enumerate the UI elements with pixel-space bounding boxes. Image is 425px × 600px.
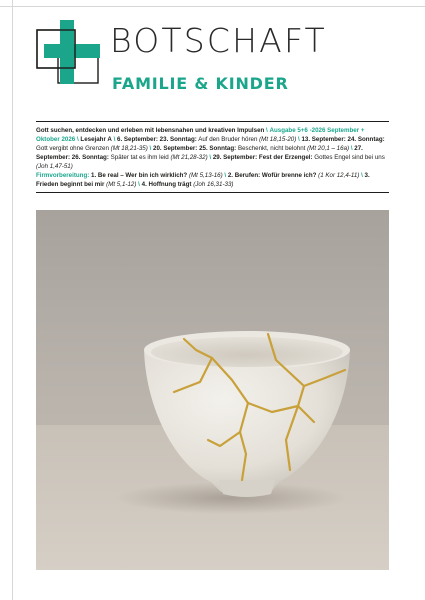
issue-info-block [36, 126, 389, 189]
sunday-title: Gott vergibt ohne Grenzen [36, 145, 109, 152]
sunday-date: 13. September: 24. Sonntag: [301, 136, 385, 143]
sunday-title: Auf den Bruder hören [198, 136, 258, 143]
page-top-rule [0, 6, 425, 7]
cover-photo [36, 210, 389, 570]
lesejahr: Lesejahr A [80, 136, 112, 143]
issue-contents-text: Gott suchen, entdecken und erleben mit lebensnahen und kreativen Impulsen \ Ausgabe 5+6 -2026 September + Oktober 2026 \ Lesejahr A \ 6. September: 23. Sonntag: Auf den Bruder hören (Mt 18,15-20) \ 13. September: 24. Sonntag: Gott vergibt ohne Grenzen (Mt 18,21-35) \ 20. September: 25. Sonntag: Beschenkt, nicht belohnt (Mt 20,1 – 16a) \ 27. September: 26. Sonntag: Später tat es ihm leid (Mt 21,28-32) \ 29. September: Fest der Erzengel: Gottes Engel sind bei uns (Joh 1,47-51) [36, 127, 385, 170]
firm-prep-text: Firmvorbereitung: 1. Be real – Wer bin ich wirklich? (Mt 5,13-16) \ 2. Berufen: Wofür brenne ich? (1 Kor 12,4-11) \ 3. Frieden beginnt bei mir (Mt 5,1-12) \ 4. Hoffnung trägt (Joh 16,31-33) [36, 172, 370, 188]
sunday-ref: (Joh 1,47-51) [36, 163, 73, 170]
sunday-ref: (Mt 18,15-20) [259, 136, 297, 143]
sunday-title: Später tat es ihm leid [110, 154, 169, 161]
tagline: Gott suchen, entdecken und erleben mit lebensnahen und kreativen Impulsen [36, 127, 265, 134]
sunday-title: Gottes Engel sind bei uns [314, 154, 385, 161]
firm-unit-title: 2. Berufen: Wofür brenne ich? [227, 172, 317, 179]
sunday-date: 27. September: 26. Sonntag: [36, 145, 363, 161]
left-margin-rule [12, 0, 13, 600]
header-top-rule [36, 121, 389, 122]
sunday-date: 20. September: 25. Sonntag: [153, 145, 237, 152]
firm-unit-ref: (1 Kor 12,4-11) [318, 172, 360, 179]
sunday-date: 6. September: 23. Sonntag: [117, 136, 197, 143]
firm-unit-title: 1. Be real – Wer bin ich wirklich? [91, 172, 188, 179]
sunday-ref: (Mt 18,21-35) [110, 145, 148, 152]
firm-label: Firmvorbereitung: [36, 172, 90, 179]
firm-unit-ref: (Mt 5,13-16) [188, 172, 223, 179]
masthead-subtitle: FAMILIE & KINDER [112, 74, 289, 93]
sunday-title: Beschenkt, nicht belohnt [237, 145, 306, 152]
sunday-date: 29. September: Fest der Erzengel: [212, 154, 313, 161]
issue-period: September + Oktober 2026 [36, 127, 365, 143]
firm-unit-ref: (Mt 5,1-12) [106, 181, 137, 188]
firm-unit-title: 3. Frieden beginnt bei mir [36, 172, 370, 188]
sunday-ref: (Mt 20,1 – 16a) [307, 145, 350, 152]
firm-unit-ref: (Joh 16,31-33) [193, 181, 234, 188]
header-bottom-rule [36, 192, 389, 193]
masthead-title: BOTSCHAFT [110, 21, 327, 60]
issue-number: Ausgabe 5+6 -2026 [269, 127, 326, 134]
sunday-ref: (Mt 21,28-32) [170, 154, 208, 161]
cross-logo-icon [36, 20, 100, 84]
kintsugi-bowl-icon [36, 210, 389, 570]
firm-unit-title: 4. Hoffnung trägt [141, 181, 192, 188]
